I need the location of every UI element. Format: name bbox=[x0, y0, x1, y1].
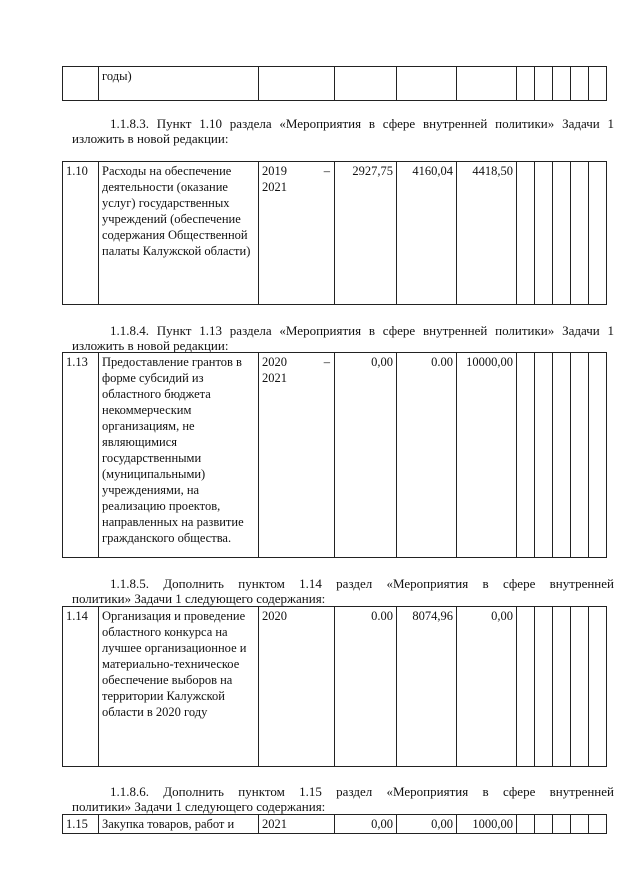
year-to: 2021 bbox=[262, 371, 287, 385]
cell-value-2: 0.00 bbox=[397, 353, 457, 558]
cell-num: 1.14 bbox=[63, 607, 99, 767]
cell-value-1: 0,00 bbox=[335, 353, 397, 558]
paragraph-line-2: изложить в новой редакции: bbox=[72, 338, 229, 353]
table-row-1-10 bbox=[62, 161, 607, 305]
paragraph-line-2: политики» Задачи 1 следующего содержания: bbox=[72, 591, 326, 606]
cell-value-2: 4160,04 bbox=[397, 162, 457, 305]
cell-name: Закупка товаров, работ и bbox=[99, 815, 259, 834]
cell-value-3: 4418,50 bbox=[457, 162, 517, 305]
cell-name: Организация и проведение областного конкурса на лучшее организационное и материально-техническое обеспечение выборов на территории Калужской области в 2020 году bbox=[99, 607, 259, 767]
cell-num: 1.15 bbox=[63, 815, 99, 834]
cell-years bbox=[259, 353, 335, 558]
paragraph-1-1-8-3 bbox=[74, 116, 614, 146]
table-row-1-14 bbox=[62, 606, 607, 767]
table-row-1-13 bbox=[62, 352, 607, 558]
paragraph-1-1-8-4 bbox=[74, 323, 614, 353]
paragraph-line-2: изложить в новой редакции: bbox=[72, 131, 229, 146]
paragraph-line-2: политики» Задачи 1 следующего содержания: bbox=[72, 799, 326, 814]
cell-value-3: 1000,00 bbox=[457, 815, 517, 834]
cell-value-1: 2927,75 bbox=[335, 162, 397, 305]
paragraph-line-1: 1.1.8.4. Пункт 1.13 раздела «Мероприятия в сфере внутренней политики» Задачи 1 bbox=[110, 323, 614, 338]
paragraph-1-1-8-5 bbox=[74, 576, 614, 606]
cell-num: 1.10 bbox=[63, 162, 99, 305]
cell-value-1: 0,00 bbox=[335, 815, 397, 834]
cell-value-2: 0,00 bbox=[397, 815, 457, 834]
row-name-text: годы) bbox=[102, 69, 132, 83]
paragraph-line-1: 1.1.8.5. Дополнить пунктом 1.14 раздел «Мероприятия в сфере внутренней bbox=[110, 576, 614, 591]
cell-years bbox=[259, 162, 335, 305]
cell-value-3: 0,00 bbox=[457, 607, 517, 767]
table-fragment-top bbox=[62, 66, 607, 101]
year-dash: – bbox=[323, 355, 330, 369]
cell-value-1: 0.00 bbox=[335, 607, 397, 767]
cell-years: 2020 bbox=[259, 607, 335, 767]
year-from: 2019 bbox=[262, 164, 287, 178]
year-from: 2020 bbox=[262, 355, 287, 369]
cell-name bbox=[99, 67, 259, 101]
cell-years: 2021 bbox=[259, 815, 335, 834]
cell-value-3: 10000,00 bbox=[457, 353, 517, 558]
table-row-1-15 bbox=[62, 814, 607, 834]
cell-value-2: 8074,96 bbox=[397, 607, 457, 767]
cell-name: Предоставление грантов в форме субсидий из областного бюджета некоммерческим организациям, не являющимися государственными (муниципальными) учреждениями, на реализацию проектов, направленных на развитие гражданского общества. bbox=[99, 353, 259, 558]
paragraph-1-1-8-6 bbox=[74, 784, 614, 814]
cell-name: Расходы на обеспечение деятельности (оказание услуг) государственных учреждений (обеспечение содержания Общественной палаты Калужской области) bbox=[99, 162, 259, 305]
paragraph-line-1: 1.1.8.6. Дополнить пунктом 1.15 раздел «Мероприятия в сфере внутренней bbox=[110, 784, 614, 799]
year-dash: – bbox=[323, 164, 330, 178]
year-to: 2021 bbox=[262, 180, 287, 194]
cell-num bbox=[63, 67, 99, 101]
cell-num: 1.13 bbox=[63, 353, 99, 558]
paragraph-line-1: 1.1.8.3. Пункт 1.10 раздела «Мероприятия в сфере внутренней политики» Задачи 1 bbox=[110, 116, 614, 131]
